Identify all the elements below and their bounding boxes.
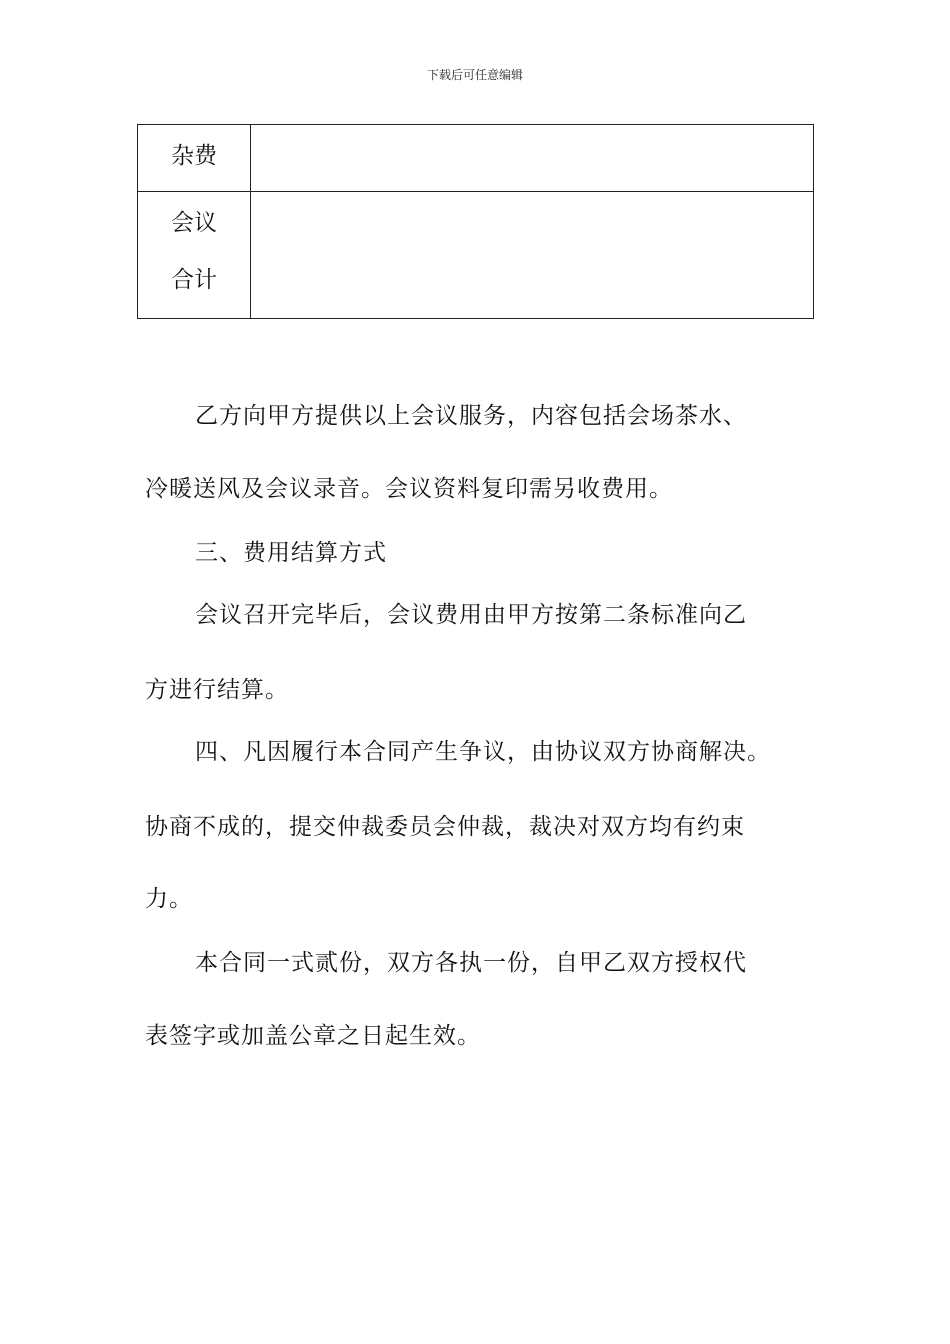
paragraph-line: 表签字或加盖公章之日起生效。 [145,1023,481,1049]
paragraph-line: 乙方向甲方提供以上会议服务，内容包括会场茶水、 [195,403,747,429]
cost-table [137,124,814,319]
row-value-cell [251,192,814,319]
section-heading: 三、费用结算方式 [195,540,387,566]
paragraph-line: 四、凡因履行本合同产生争议，由协议双方协商解决。 [195,739,771,765]
paragraph-line: 冷暖送风及会议录音。会议资料复印需另收费用。 [145,476,673,502]
header-note: 下载后可任意编辑 [426,68,523,82]
paragraph-line: 协商不成的，提交仲裁委员会仲裁，裁决对双方均有约束 [145,814,745,840]
row-label-cell [138,192,251,319]
row-label: 杂费 [171,143,217,169]
row-label: 合计 [171,267,217,293]
row-label: 会议 [171,210,217,236]
row-label-cell [138,125,251,192]
paragraph-line: 方进行结算。 [145,677,289,703]
paragraph-line: 本合同一式贰份，双方各执一份，自甲乙双方授权代 [195,950,747,976]
table-row [138,125,814,192]
table-row [138,192,814,319]
paragraph-line: 力。 [145,886,193,912]
paragraph-line: 会议召开完毕后，会议费用由甲方按第二条标准向乙 [195,602,747,628]
row-value-cell [251,125,814,192]
